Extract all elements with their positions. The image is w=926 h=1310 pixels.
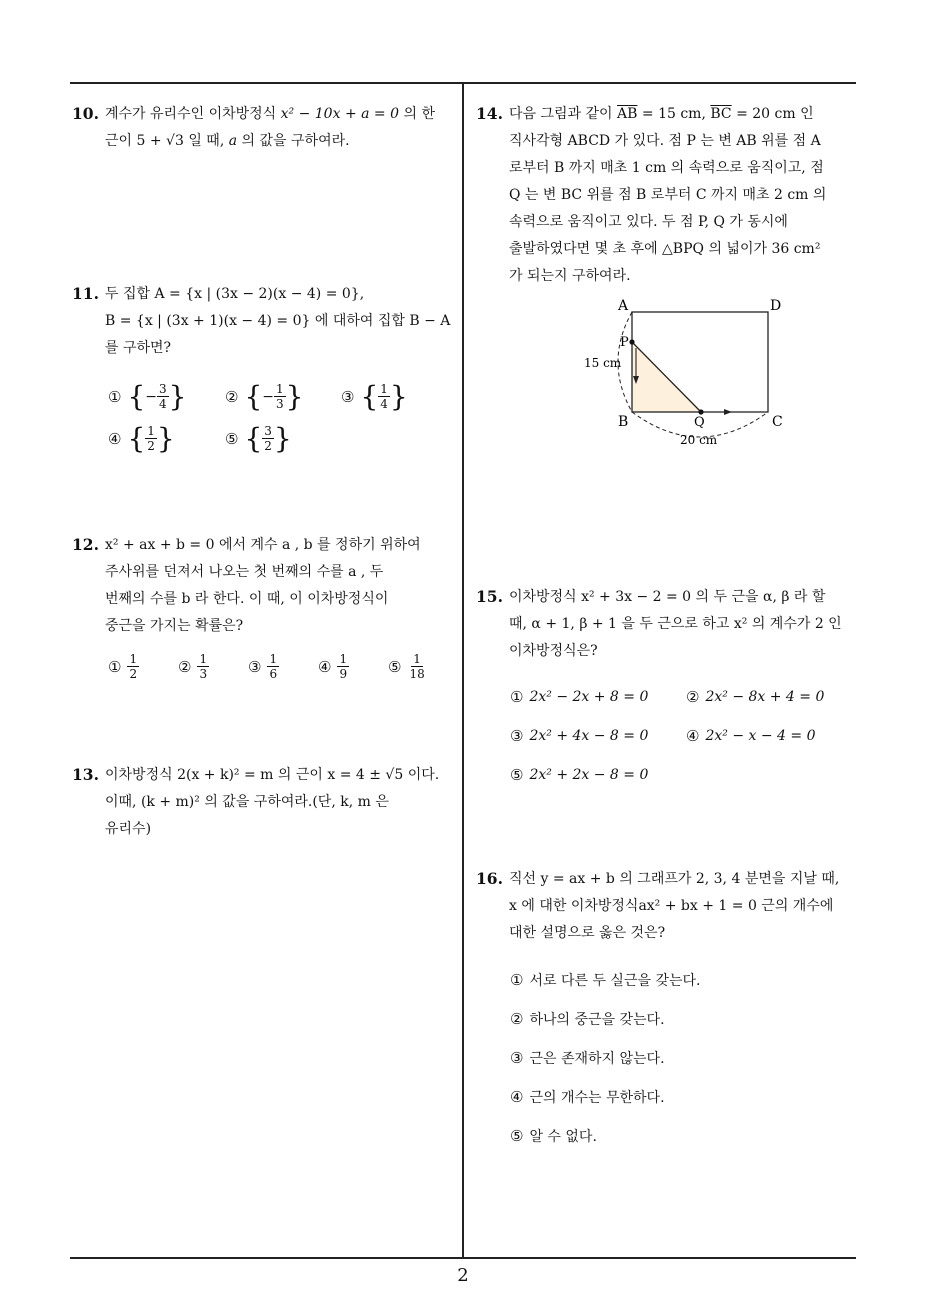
- option-marker: ①: [108, 387, 122, 406]
- question-text-line: 유리수): [105, 821, 152, 837]
- numerator: 1: [413, 652, 421, 666]
- question-text-line: 직사각형 ABCD 가 있다. 점 P 는 변 AB 위를 점 A: [509, 133, 821, 149]
- question-text-line: 주사위를 던져서 나오는 첫 번째의 수를 a , 두: [105, 564, 384, 580]
- question-number: 14.: [476, 104, 503, 123]
- page-number: 2: [457, 1265, 469, 1286]
- option-marker: ④: [108, 429, 122, 448]
- answer-option[interactable]: [510, 970, 700, 990]
- option-marker: ④: [510, 1088, 524, 1106]
- numerator: 1: [147, 424, 155, 438]
- fraction: [127, 652, 139, 681]
- answer-option[interactable]: [510, 1087, 665, 1107]
- right-brace: }: [285, 380, 304, 413]
- numerator: 1: [380, 382, 388, 396]
- answer-option[interactable]: [225, 380, 303, 413]
- label-q: Q: [694, 415, 705, 430]
- denominator: 9: [339, 667, 348, 681]
- question-text-line: 출발하였다면 몇 초 후에 △BPQ 의 넓이가 36 cm²: [509, 241, 821, 257]
- option-marker: ①: [510, 971, 524, 989]
- question-text-line: 를 구하면?: [105, 340, 172, 356]
- numerator: 1: [199, 652, 208, 666]
- question-text-line: x 에 대한 이차방정식ax² + bx + 1 = 0 근의 개수에: [509, 898, 834, 914]
- denominator: 2: [129, 667, 138, 681]
- root-expression: 5 + √3: [136, 133, 184, 149]
- answer-option[interactable]: [686, 688, 824, 706]
- denominator: 18: [409, 667, 425, 681]
- question-text-line: 이차방정식 2(x + k)² = m 의 근이 x = 4 ± √5 이다.: [105, 767, 440, 783]
- question-text-line: 근이 5 + √3 일 때, a 의 값을 구하여라.: [105, 133, 350, 149]
- left-brace: {: [127, 422, 146, 455]
- answer-option[interactable]: [510, 1048, 665, 1068]
- option-marker: ③: [510, 727, 524, 745]
- option-marker: ③: [341, 387, 355, 406]
- question-number: 11.: [72, 284, 99, 303]
- answer-option[interactable]: [108, 652, 139, 681]
- question-text-line: 이차방정식은?: [509, 643, 598, 659]
- question-text-line: 이차방정식 x² + 3x − 2 = 0 의 두 근을 α, β 라 할: [509, 589, 826, 605]
- question-text-line: 직선 y = ax + b 의 그래프가 2, 3, 4 분면을 지날 때,: [509, 871, 840, 887]
- option-marker: ⑤: [510, 1127, 524, 1145]
- numerator: 3: [264, 424, 272, 438]
- column-divider: [462, 82, 464, 1258]
- question-text-line: 중근을 가지는 확률은?: [105, 618, 244, 634]
- answer-option[interactable]: [178, 652, 209, 681]
- denominator: 3: [276, 397, 284, 411]
- fraction: [378, 382, 390, 411]
- question-number: 15.: [476, 587, 503, 606]
- fraction: [274, 382, 286, 411]
- numerator: 1: [269, 652, 278, 666]
- point-q: [698, 409, 703, 414]
- question-text-line: 다음 그림과 같이 $\overline{AB} = 15$ cm, $\overline{BC} = 20$ cm 인: [509, 106, 814, 122]
- answer-option[interactable]: [510, 1009, 665, 1029]
- arrow-right-head: [724, 409, 732, 415]
- answer-option[interactable]: [510, 688, 648, 706]
- question-text-line: 대한 설명으로 옳은 것은?: [509, 925, 666, 941]
- denominator: 2: [264, 439, 272, 453]
- segment-bc: $\overline{BC}$: [710, 106, 732, 122]
- option-text: 2x² − x − 4 = 0: [705, 728, 816, 744]
- answer-option[interactable]: [510, 1126, 597, 1146]
- option-text: 근은 존재하지 않는다.: [529, 1051, 665, 1067]
- answer-option[interactable]: [108, 422, 175, 455]
- question-number: 12.: [72, 535, 99, 554]
- question-text-line: Q 는 변 BC 위를 점 B 로부터 C 까지 매초 2 cm 의: [509, 187, 827, 203]
- question-text-line: 계수가 유리수인 이차방정식 x² − 10x + a = 0 의 한: [105, 106, 435, 122]
- question-number: 16.: [476, 869, 503, 888]
- numerator: 3: [159, 382, 167, 396]
- label-p: P: [620, 335, 629, 350]
- option-marker: ⑤: [225, 429, 239, 448]
- sign: −: [262, 388, 275, 405]
- answer-option[interactable]: [248, 652, 279, 681]
- left-brace: {: [360, 380, 379, 413]
- option-marker: ④: [318, 657, 332, 676]
- option-text: 알 수 없다.: [529, 1129, 597, 1145]
- point-p: [629, 339, 634, 344]
- denominator: 4: [159, 397, 167, 411]
- bottom-rule: [70, 1257, 856, 1259]
- question-text-line: 가 되는지 구하여라.: [509, 268, 631, 284]
- fraction: [145, 424, 157, 453]
- right-brace: }: [273, 422, 292, 455]
- question-number: 10.: [72, 104, 99, 123]
- denominator: 6: [269, 667, 278, 681]
- option-marker: ③: [510, 1049, 524, 1067]
- option-marker: ②: [510, 1010, 524, 1028]
- option-marker: ④: [686, 727, 700, 745]
- option-marker: ①: [108, 657, 122, 676]
- denominator: 4: [380, 397, 388, 411]
- option-text: 서로 다른 두 실근을 갖는다.: [529, 973, 701, 989]
- option-marker: ②: [225, 387, 239, 406]
- answer-option[interactable]: [686, 727, 815, 745]
- option-marker: ③: [248, 657, 262, 676]
- option-text: 2x² + 2x − 8 = 0: [529, 767, 649, 783]
- question-text-line: 번째의 수를 b 라 한다. 이 때, 이 이차방정식이: [105, 591, 389, 607]
- fraction: [337, 652, 349, 681]
- label-c: C: [772, 414, 783, 430]
- label-15cm: 15 cm: [584, 356, 622, 370]
- answer-option[interactable]: [341, 380, 408, 413]
- right-brace: }: [168, 380, 187, 413]
- equation: x² − 10x + a = 0: [280, 106, 400, 122]
- label-20cm: 20 cm: [680, 433, 718, 447]
- answer-option[interactable]: [318, 652, 349, 681]
- question-text-line: 속력으로 움직이고 있다. 두 점 P, Q 가 동시에: [509, 214, 788, 230]
- option-marker: ②: [686, 688, 700, 706]
- answer-option[interactable]: [108, 380, 186, 413]
- numerator: 1: [276, 382, 284, 396]
- option-text: 하나의 중근을 갖는다.: [529, 1012, 665, 1028]
- option-text: 근의 개수는 무한하다.: [529, 1090, 665, 1106]
- left-brace: {: [127, 380, 146, 413]
- label-b: B: [618, 414, 629, 430]
- option-text: 2x² − 8x + 4 = 0: [705, 689, 825, 705]
- fraction: [197, 652, 209, 681]
- option-text: 2x² + 4x − 8 = 0: [529, 728, 649, 744]
- question-number: 13.: [72, 765, 99, 784]
- option-marker: ①: [510, 688, 524, 706]
- numerator: 1: [339, 652, 348, 666]
- left-brace: {: [244, 380, 263, 413]
- left-brace: {: [244, 422, 263, 455]
- fraction: [157, 382, 169, 411]
- option-text: 2x² − 2x + 8 = 0: [529, 689, 649, 705]
- numerator: 1: [129, 652, 138, 666]
- rectangle-figure: [570, 292, 830, 452]
- question-text-line: 이때, (k + m)² 의 값을 구하여라.(단, k, m 은: [105, 794, 389, 810]
- question-text-line: 두 집합 A = {x | (3x − 2)(x − 4) = 0},: [105, 286, 365, 302]
- answer-option[interactable]: [388, 652, 427, 681]
- fraction: [262, 424, 274, 453]
- fraction: [407, 652, 426, 681]
- question-text-line: 때, α + 1, β + 1 을 두 근으로 하고 x² 의 계수가 2 인: [509, 616, 842, 632]
- segment-ab: $\overline{AB}$: [617, 106, 638, 122]
- denominator: 2: [147, 439, 155, 453]
- question-text-line: 로부터 B 까지 매초 1 cm 의 속력으로 움직이고, 점: [509, 160, 824, 176]
- answer-option[interactable]: [510, 766, 648, 784]
- question-text-line: x² + ax + b = 0 에서 계수 a , b 를 정하기 위하여: [105, 537, 421, 553]
- option-marker: ⑤: [388, 657, 402, 676]
- fraction: [267, 652, 279, 681]
- question-text-line: B = {x | (3x + 1)(x − 4) = 0} 에 대하여 집합 B − A: [105, 313, 451, 329]
- answer-option[interactable]: [510, 727, 648, 745]
- label-d: D: [770, 298, 782, 314]
- denominator: 3: [199, 667, 208, 681]
- label-a: A: [618, 298, 629, 314]
- option-marker: ②: [178, 657, 192, 676]
- answer-option[interactable]: [225, 422, 292, 455]
- right-brace: }: [389, 380, 408, 413]
- right-brace: }: [156, 422, 175, 455]
- option-marker: ⑤: [510, 766, 524, 784]
- sign: −: [145, 388, 158, 405]
